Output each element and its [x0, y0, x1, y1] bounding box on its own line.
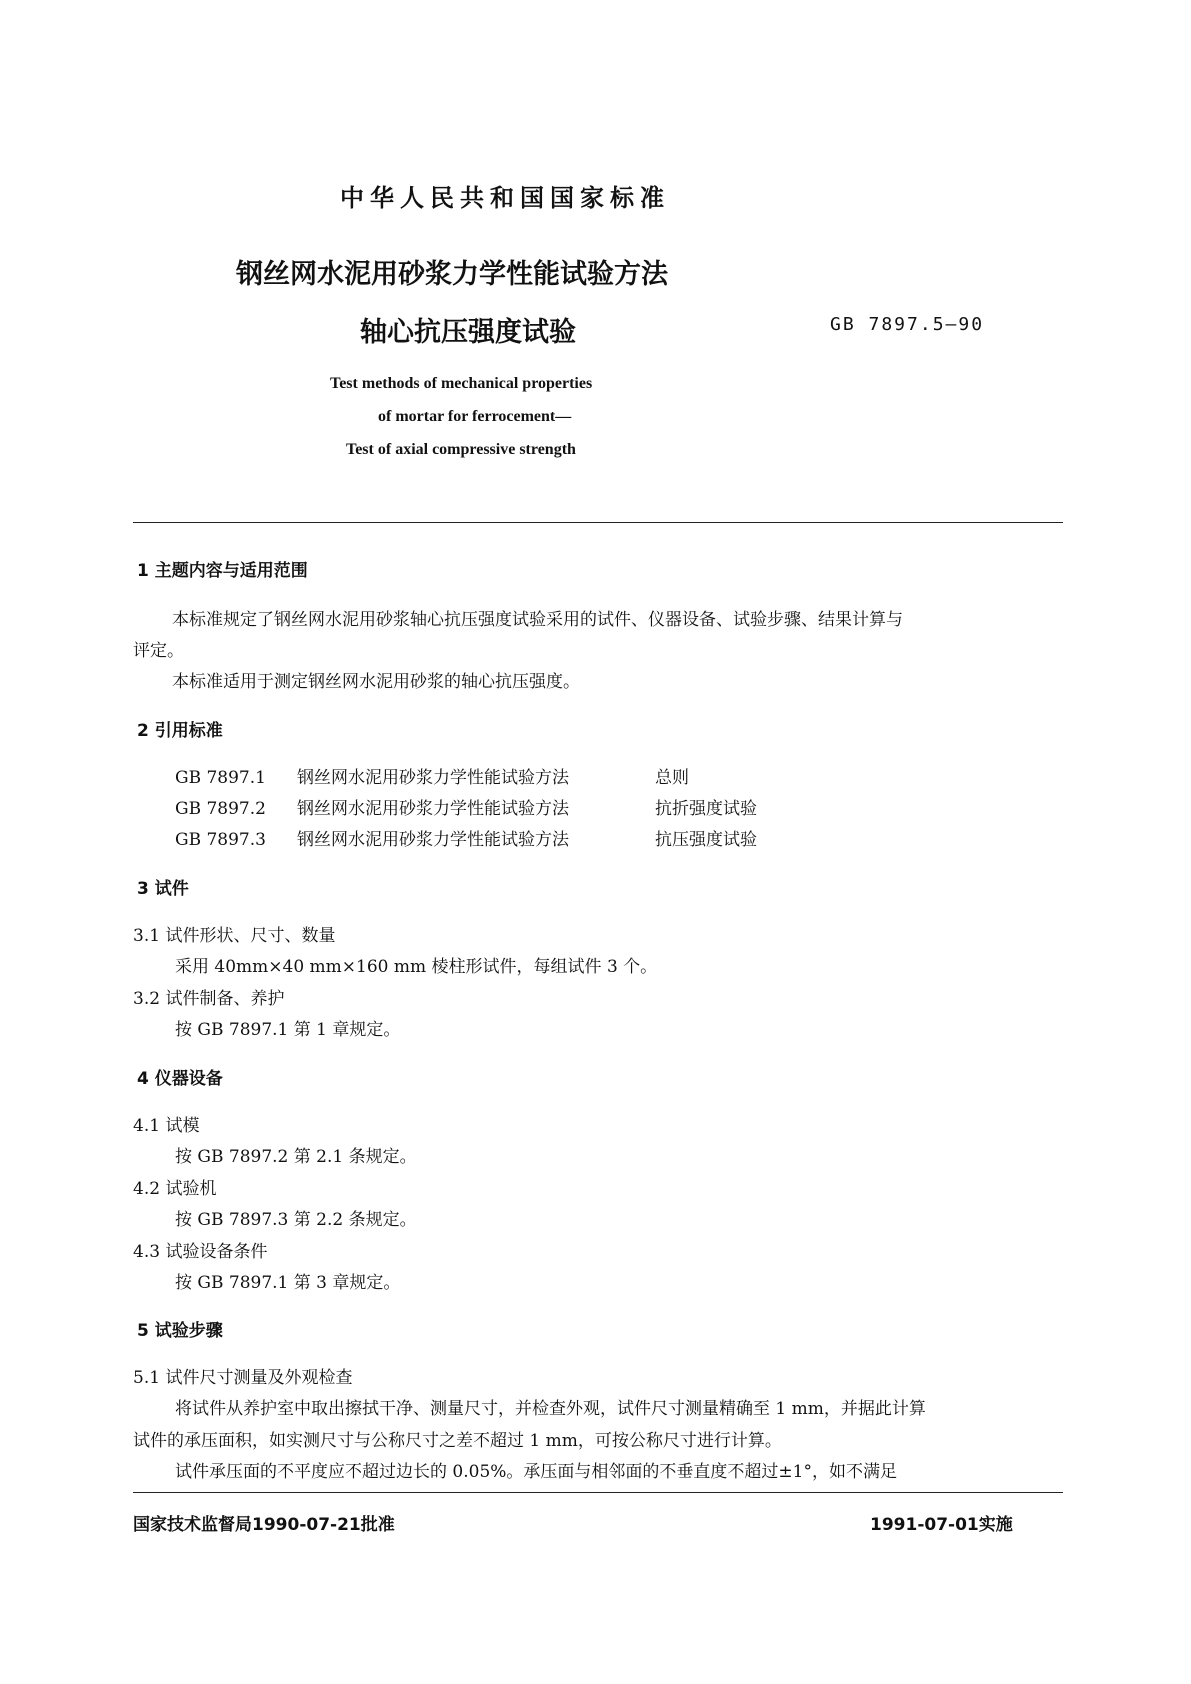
reference-code: GB 7897.3 — [175, 830, 266, 850]
reference-title: 钢丝网水泥用砂浆力学性能试验方法 — [297, 830, 569, 850]
subsection-4-3-title: 4.3 试验设备条件 — [133, 1242, 268, 1262]
section-5-para1-line2: 试件的承压面积，如实测尺寸与公称尺寸之差不超过 1 mm，可按公称尺寸进行计算。 — [133, 1431, 782, 1451]
footer-divider — [133, 1492, 1063, 1493]
section-5-para2-line1: 试件承压面的不平度应不超过边长的 0.05%。承压面与相邻面的不垂直度不超过±1°，如不满足 — [175, 1462, 897, 1482]
national-standard-header: 中华人民共和国国家标准 — [340, 184, 670, 212]
section-5-heading: 5 试验步骤 — [137, 1321, 223, 1341]
english-title-line1: Test methods of mechanical properties — [330, 375, 593, 392]
section-1-para2: 本标准适用于测定钢丝网水泥用砂浆的轴心抗压强度。 — [172, 672, 580, 692]
subsection-4-2-title: 4.2 试验机 — [133, 1179, 217, 1199]
subsection-3-2-title: 3.2 试件制备、养护 — [133, 989, 285, 1009]
section-5-para1-line1: 将试件从养护室中取出擦拭干净、测量尺寸，并检查外观，试件尺寸测量精确至 1 mm，并据此计算 — [175, 1399, 926, 1419]
subsection-3-1-title: 3.1 试件形状、尺寸、数量 — [133, 926, 336, 946]
standard-number: GB 7897.5—90 — [830, 314, 985, 335]
reference-part: 抗压强度试验 — [655, 830, 757, 850]
subsection-4-1-title: 4.1 试模 — [133, 1116, 200, 1136]
document-title-line1: 钢丝网水泥用砂浆力学性能试验方法 — [236, 259, 668, 290]
subsection-4-3-text: 按 GB 7897.1 第 3 章规定。 — [175, 1273, 401, 1293]
reference-part: 抗折强度试验 — [655, 799, 757, 819]
reference-title: 钢丝网水泥用砂浆力学性能试验方法 — [297, 799, 569, 819]
reference-code: GB 7897.1 — [175, 768, 266, 788]
document-title-line2: 轴心抗压强度试验 — [360, 317, 576, 348]
section-2-heading: 2 引用标准 — [137, 721, 223, 741]
section-1-heading: 1 主题内容与适用范围 — [137, 561, 308, 581]
section-1-para1-line1: 本标准规定了钢丝网水泥用砂浆轴心抗压强度试验采用的试件、仪器设备、试验步骤、结果计算与 — [172, 610, 903, 630]
reference-title: 钢丝网水泥用砂浆力学性能试验方法 — [297, 768, 569, 788]
reference-row — [175, 825, 757, 850]
approval-info: 国家技术监督局1990-07-21批准 — [133, 1515, 395, 1535]
subsection-4-1-text: 按 GB 7897.2 第 2.1 条规定。 — [175, 1147, 417, 1167]
section-3-heading: 3 试件 — [137, 879, 189, 899]
reference-row — [175, 763, 689, 788]
english-title-line3: Test of axial compressive strength — [346, 441, 576, 458]
reference-part: 总则 — [655, 768, 689, 788]
subsection-3-1-text: 采用 40mm×40 mm×160 mm 棱柱形试件，每组试件 3 个。 — [175, 957, 658, 977]
reference-code: GB 7897.2 — [175, 799, 266, 819]
subsection-4-2-text: 按 GB 7897.3 第 2.2 条规定。 — [175, 1210, 417, 1230]
section-1-para1-line2: 评定。 — [133, 641, 184, 661]
subsection-3-2-text: 按 GB 7897.1 第 1 章规定。 — [175, 1020, 401, 1040]
section-4-heading: 4 仪器设备 — [137, 1069, 223, 1089]
english-title-line2: of mortar for ferrocement— — [378, 408, 572, 425]
header-divider — [133, 522, 1063, 523]
subsection-5-1-title: 5.1 试件尺寸测量及外观检查 — [133, 1368, 353, 1388]
reference-row — [175, 794, 757, 819]
implementation-date: 1991-07-01实施 — [870, 1515, 1013, 1535]
